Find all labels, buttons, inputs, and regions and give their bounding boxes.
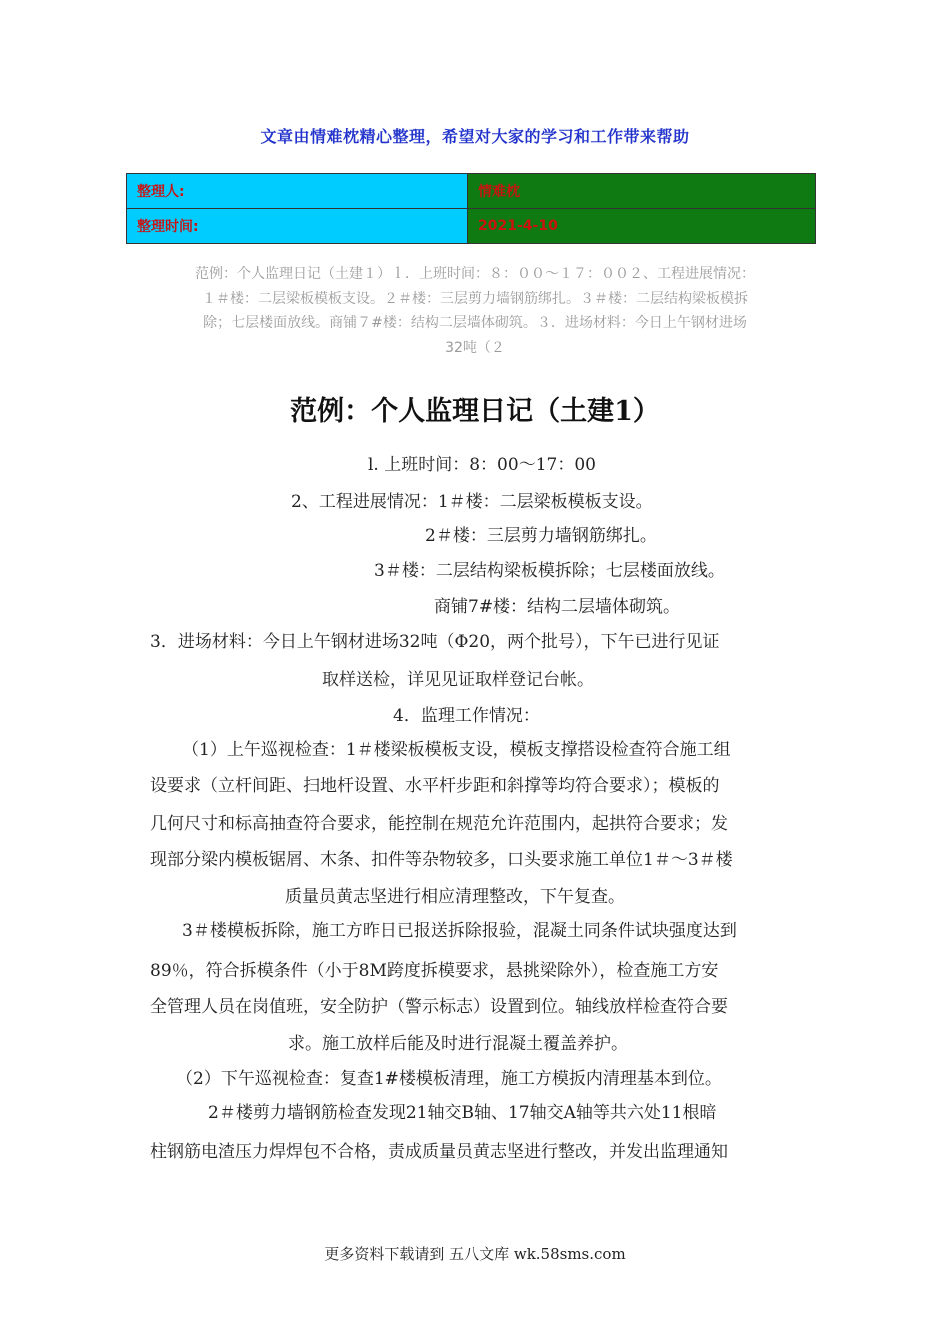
body-line: （2）下午巡视检查：复查1#楼模板清理，施工方模扳内清理基本到位。 — [176, 1069, 722, 1089]
abstract-line: 除；七层楼面放线。商铺７#楼：结构二层墙体砌筑。３．进场材料：今日上午钢材进场 — [203, 315, 747, 331]
body-line: l. 上班时间：8：00～17：00 — [368, 455, 596, 475]
body-line: 3＃楼：二层结构梁板模拆除；七层楼面放线。 — [374, 561, 725, 581]
body-line: 3．进场材料：今日上午钢材进场32吨（Φ20，两个批号），下午已进行见证 — [150, 632, 720, 652]
body-line: 现部分梁内模板锯屑、木条、扣件等杂物较多，口头要求施工单位1＃～3＃楼 — [150, 850, 733, 870]
abstract — [140, 262, 810, 360]
body-line: 2＃楼：三层剪力墙钢筋绑扎。 — [425, 526, 657, 546]
organizer-label: 整理人: — [127, 174, 468, 209]
body-line: 几何尺寸和标高抽查符合要求，能控制在规范允许范围内，起拱符合要求；发 — [150, 814, 728, 834]
time-label: 整理时间: — [127, 209, 468, 244]
table-row — [127, 174, 816, 209]
body-line: 全管理人员在岗值班，安全防护（警示标志）设置到位。轴线放样检查符合要 — [150, 997, 728, 1017]
body-line: 89％，符合拆模条件（小于8M跨度拆模要求，悬挑梁除外），检查施工方安 — [150, 961, 719, 981]
page-title: 范例：个人监理日记（土建1） — [290, 396, 660, 427]
abstract-line: 范例：个人监理日记（土建１）ｌ．上班时间：８：００～１７：００２、工程进展情况： — [195, 266, 755, 282]
body-line: 求。施工放样后能及时进行混凝土覆盖养护。 — [288, 1034, 628, 1054]
body-line: （1）上午巡视检查：1＃楼梁板模板支设，模板支撑搭设检查符合施工组 — [182, 740, 731, 760]
time-value: 2021-4-10 — [468, 209, 816, 244]
table-row — [127, 209, 816, 244]
footer: 更多资料下载请到 五八文库 wk.58sms.com — [324, 1245, 626, 1263]
body-line: 2、工程进展情况：1＃楼：二层梁板模板支设。 — [291, 492, 653, 512]
body-line: 商铺7#楼：结构二层墙体砌筑。 — [434, 597, 681, 617]
body-line: 柱钢筋电渣压力焊焊包不合格，责成质量员黄志坚进行整改，并发出监理通知 — [150, 1142, 728, 1162]
body-line: 3＃楼模板拆除，施工方昨日已报送拆除报验，混凝土同条件试块强度达到 — [182, 921, 737, 941]
abstract-line: １＃楼：二层梁板模板支设。２＃楼：三层剪力墙钢筋绑扎。３＃楼：二层结构梁板模拆 — [202, 290, 748, 307]
info-table — [126, 173, 816, 244]
body-line: 质量员黄志坚进行相应清理整改，下午复查。 — [285, 887, 625, 907]
body-line: 设要求（立杆间距、扫地杆设置、水平杆步距和斜撑等均符合要求）；模板的 — [150, 776, 720, 796]
abstract-line: 32吨（２ — [445, 339, 505, 356]
body-line: 4．监理工作情况： — [393, 706, 540, 726]
body-line: 2＃楼剪力墙钢筋检查发现21轴交B轴、17轴交A轴等共六处11根暗 — [208, 1103, 717, 1123]
body-line: 取样送检，详见见证取样登记台帐。 — [322, 670, 594, 690]
organizer-value: 情难枕 — [468, 174, 816, 209]
header-banner: 文章由情难枕精心整理，希望对大家的学习和工作带来帮助 — [260, 127, 690, 146]
